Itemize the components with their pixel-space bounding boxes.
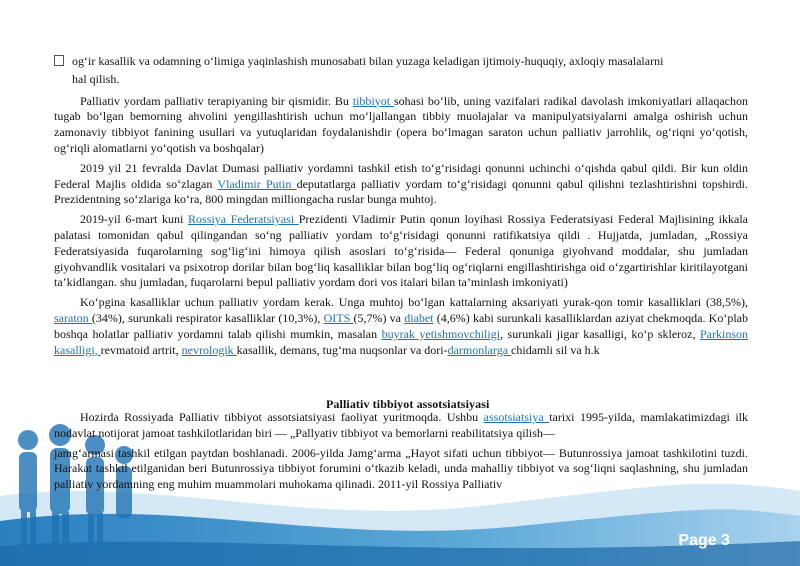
link-rossiya-federatsiyasi[interactable]: Rossiya Federatsiyasi — [188, 212, 299, 227]
para4-text-b: (34%), surunkali respirator kasalliklar (10,3%), — [91, 310, 324, 325]
para4-text-a: Ko‘pgina kasalliklar uchun palliativ yordam kerak. Unga muhtoj bo‘lgan kattalarning aksariyati yurak-qon tomir kasalliklari (38,5%), — [80, 295, 748, 310]
link-oits[interactable]: OITS — [323, 310, 354, 325]
link-assotsiatsiya[interactable]: assotsiatsiya — [483, 410, 550, 424]
para4-text-c: (5,7%) va — [353, 310, 405, 325]
paragraph-2 — [54, 161, 748, 208]
bullet-continuation — [54, 72, 748, 88]
paragraph-1 — [54, 94, 748, 157]
para4-text-h: chidamli sil va h.k — [511, 342, 600, 357]
link-diabet[interactable]: diabet — [404, 310, 434, 325]
link-tibbiyot[interactable]: tibbiyot — [352, 93, 394, 108]
para2-text-a: 2019 yil 21 fevralda Davlat Dumasi palliativ yordamni tashkil etish to‘g‘risidagi qonunni uchinchi o‘qishda qabul qildi. Bir kun oldin Federal Majlis oldida so‘zlagan — [54, 160, 748, 191]
para4-text-g: kasallik, demans, tug‘ma nuqsonlar va dori- — [236, 342, 448, 357]
paragraph-6: jamg‘armasi tashkil etilgan paytdan boshlanadi. 2006-yilda Jamg‘arma „Hayot sifati uchun tibbiyot— Butunrossiya jamoat tashkilotini tuzdi. Harakat tashkil etilganidan beri Butunrossiya tibbiyot forumini o‘tkazib keladi, unda mahalliy tibbiyot va sog‘liqni saqlashning, shu jumladan palliativ yordamning eng muhim muammolari muhokama qilinadi. 2011-yil Rossiya Palliativ — [54, 445, 748, 492]
para1-text-b: sohasi bo‘lib, uning vazifalari radikal davolash imkoniyatlari allaqachon tugab bo‘lgan bemorning ahvolini yengillashtirish uchun mo‘ljallangan tibbiy muolajalar va manipulyatsiyalarni amalga oshirish uchun zamonaviy tibbiyot fanining usullari va yutuqlaridan foydalanishdir (opera bo‘lmagan saraton uchun palliativ jarrohlik, og‘riqni yo‘qotish, og‘riqli alomatlarni yo‘qotish va boshqalar) — [54, 93, 748, 155]
para1-text-a: Palliativ yordam palliativ terapiyaning bir qismidir. Bu — [80, 93, 353, 108]
bullet-item — [54, 54, 748, 70]
link-nevrologik[interactable]: nevrologik — [181, 342, 237, 357]
para3-text-b: Prezidenti Vladimir Putin qonun loyihasi Rossiya Federatsiyasi Federal Majlisining ikkala palatasi tomonidan qabul qilingandan so‘ng palliativ yordam to‘g‘risidagi qonunni ratifikatsiya qildi . Hujjatda, jumladan, „Rossiya Federatsiyasida fuqarolarning sog‘lig‘ini himoya qilish asoslari to‘g‘risida— Federal qonuniga giyohvand moddalar, shu jumladan giyohvandlik vositalari va psixotrop dorilar bilan bog‘liq kasalliklar bilan bog‘liq og‘riqlarni engillashtirishga oid o‘zgartirishlar kiritilayotgani ta’kidlangan. shu jumladan, fuqarolarni bepul palliativ yordam dori vos italari bilan ta’minlash imkoniyati) — [54, 212, 748, 290]
para4-text-e: , surunkali jigar kasalligi, ko‘p skleroz, — [500, 326, 700, 341]
paragraph-5 — [54, 410, 748, 442]
para5-text-a: Hozirda Rossiyada Palliativ tibbiyot assotsiatsiyasi faoliyat yuritmoqda. Ushbu — [80, 410, 484, 424]
section-heading: Palliativ tibbiyot assotsiatsiyasi — [326, 397, 490, 411]
para5-text-b: tarixi 1995-yilda, mamlakatimizdagi ilk nodavlat notijorat jamoat tashkilotlaridan biri — „Pallyativ tibbiyot va bemorlarni reabilitatsiya qilish— — [54, 410, 748, 440]
document-body-lower — [54, 410, 748, 497]
link-saraton[interactable]: saraton — [54, 310, 92, 325]
document-body — [54, 54, 748, 362]
bullet-line1: og‘ir kasallik va odamning o‘limiga yaqinlashish munosabati bilan yuzaga keladigan ijtimoiy-huquqiy, axloqiy masalalarni — [72, 54, 664, 68]
para4-text-f: revmatoid artrit, — [100, 342, 182, 357]
para2-text-b: deputatlarga palliativ yordam to‘g‘risidagi qonunni qabul qilishni tezlashtirishni topshirdi. Prezidentning so‘zlariga ko‘ra, 800 mingdan milliongacha ruslar bunga muhtoj. — [54, 176, 749, 207]
para3-text-a: 2019-yil 6-mart kuni — [80, 212, 189, 227]
para4-text-d: (4,6%) kabi surunkali kasalliklardan aziyat chekmoqda. Ko‘plab boshqa holatlar palliativ yordamni talab qilishi mumkin, masalan — [54, 310, 748, 341]
link-parkinson-kasalligi[interactable]: Parkinson kasalligi, — [54, 326, 748, 357]
link-buyrak-yetishmovchiligi[interactable]: buyrak yetishmovchiligi — [381, 326, 501, 341]
paragraph-4 — [54, 295, 748, 358]
paragraph-3 — [54, 212, 748, 291]
link-darmonlarga[interactable]: darmonlarga — [447, 342, 512, 357]
bullet-line2: hal qilish. — [72, 71, 120, 86]
page-number: Page 3 — [678, 532, 730, 549]
bullet-icon — [54, 55, 64, 66]
link-vladimir-putin[interactable]: Vladimir Putin — [217, 176, 297, 191]
